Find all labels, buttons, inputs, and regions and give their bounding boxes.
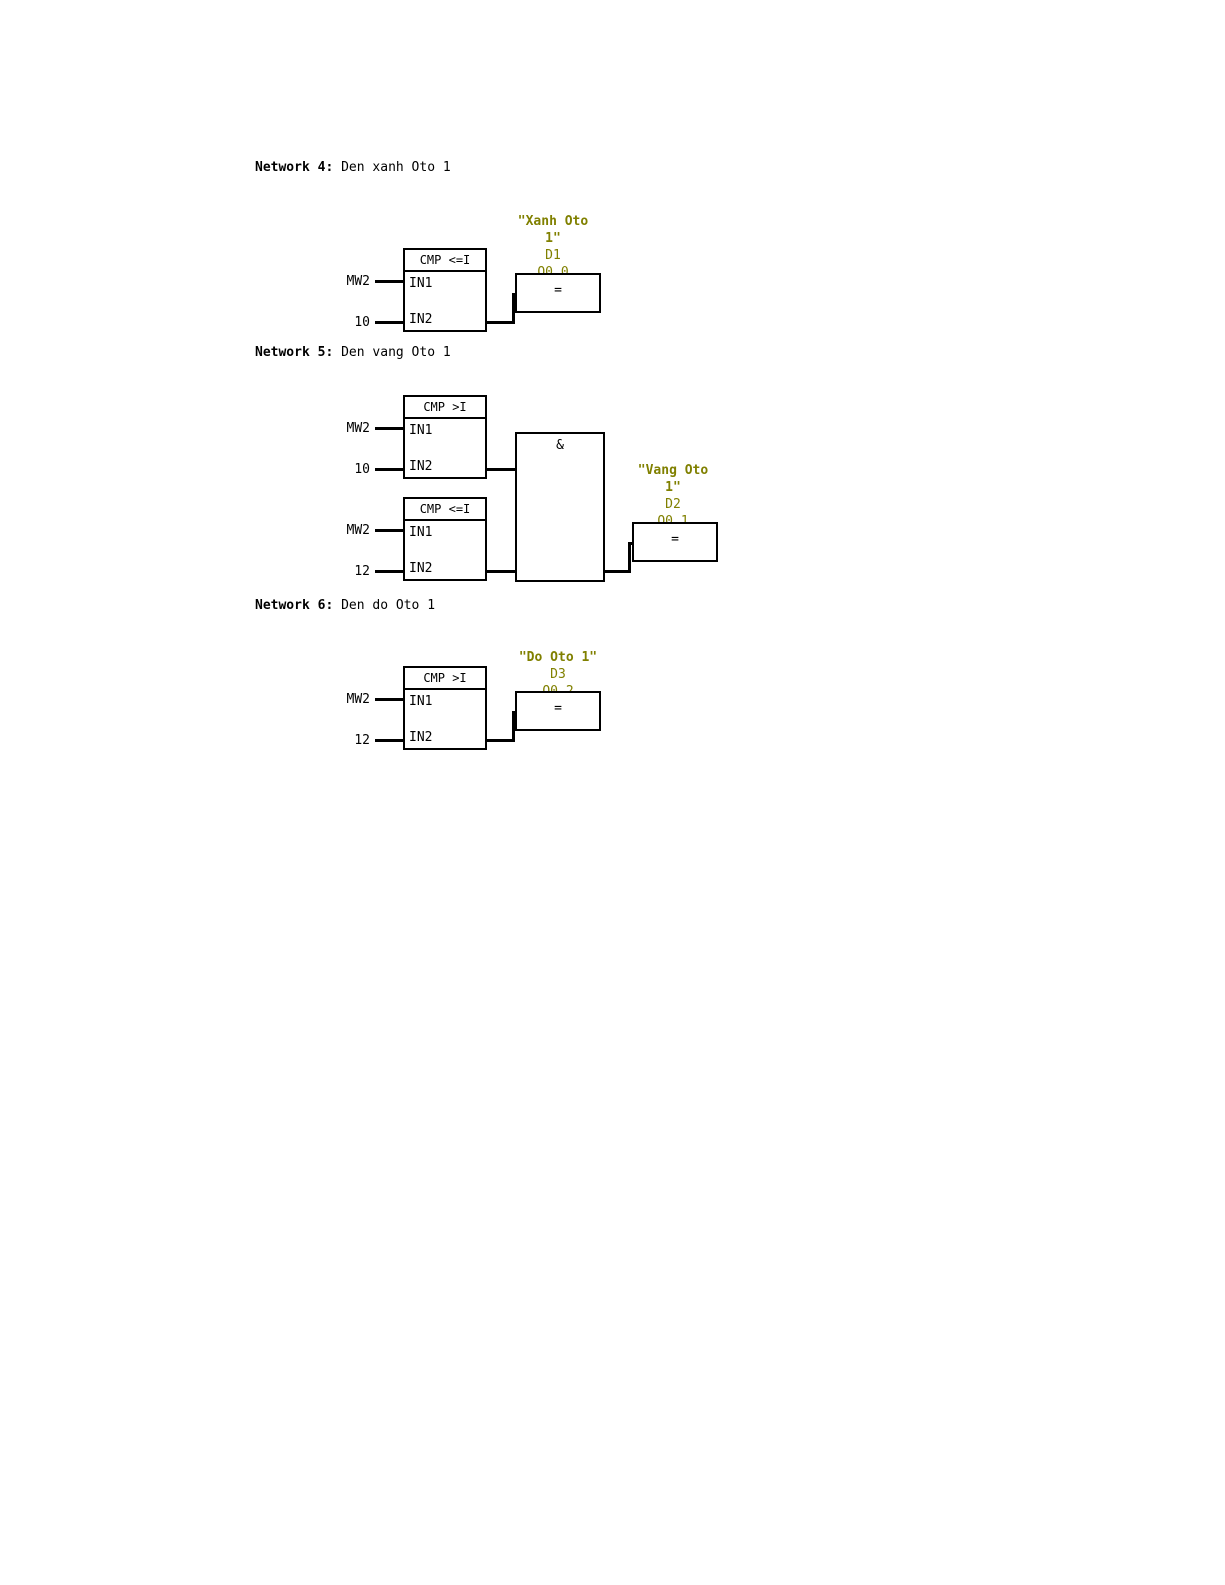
network-5-cmp2-title: CMP <=I	[405, 499, 485, 521]
network-5-description: Den vang Oto 1	[341, 345, 451, 360]
network-4-in1-operand: MW2	[346, 274, 370, 289]
network-4-coil-op: =	[554, 283, 562, 298]
network-5-cmp1-block[interactable]	[403, 395, 487, 479]
network-6-wire-out	[487, 739, 515, 742]
network-5-label: Network 5	[255, 345, 326, 360]
network-6-wire-in1	[375, 698, 403, 701]
network-6-separator: :	[325, 598, 334, 613]
network-5-cmp1-title: CMP >I	[405, 397, 485, 419]
network-5-title	[255, 345, 775, 360]
network-6-coil-op: =	[554, 701, 562, 716]
network-4-separator: :	[325, 160, 334, 175]
network-5-coil-symbol-line2: 1"	[665, 480, 681, 495]
network-6-coil-db: D3	[550, 667, 566, 682]
network-4-in2-operand: 10	[354, 315, 370, 330]
network-4-wire-in2	[375, 321, 403, 324]
network-4-coil-box[interactable]	[515, 273, 601, 313]
network-6-label: Network 6	[255, 598, 326, 613]
network-6-cmp-title: CMP >I	[405, 668, 485, 690]
network-5-cmp2-in1-operand: MW2	[346, 523, 370, 538]
network-5-cmp1-in1-operand: MW2	[346, 421, 370, 436]
network-5-wire-cmp1-in1	[375, 427, 403, 430]
network-5-cmp2-in1-label: IN1	[409, 525, 433, 540]
network-4-wire-out	[487, 321, 515, 324]
network-5-cmp1-in2-operand: 10	[354, 462, 370, 477]
network-5-coil-db: D2	[665, 497, 681, 512]
network-5-wire-cmp2-in1	[375, 529, 403, 532]
network-6-description: Den do Oto 1	[341, 598, 436, 613]
network-6-cmp-in1-label: IN1	[409, 694, 433, 709]
network-6-cmp-in2-label: IN2	[409, 730, 433, 745]
network-5	[255, 345, 775, 600]
network-5-diagram	[255, 360, 775, 600]
network-6-in2-operand: 12	[354, 733, 370, 748]
network-5-coil-box[interactable]	[632, 522, 718, 562]
network-5-and-block[interactable]	[515, 432, 605, 582]
network-4-cmp-block[interactable]	[403, 248, 487, 332]
network-4-cmp-in1-label: IN1	[409, 276, 433, 291]
network-6-diagram	[255, 613, 725, 768]
network-5-cmp2-block[interactable]	[403, 497, 487, 581]
network-4-coil-symbol-line2: 1"	[545, 231, 561, 246]
network-4-title	[255, 160, 725, 175]
network-5-separator: :	[325, 345, 334, 360]
network-6-wire-in2	[375, 739, 403, 742]
network-4-wire-in1	[375, 280, 403, 283]
network-4-cmp-in2-label: IN2	[409, 312, 433, 327]
network-5-cmp1-in2-label: IN2	[409, 459, 433, 474]
network-6-coil-symbol: "Do Oto 1"	[518, 650, 598, 665]
network-5-coil-op: =	[671, 532, 679, 547]
network-5-and-symbol: &	[556, 438, 564, 453]
network-4-diagram	[255, 175, 725, 340]
network-5-wire-cmp1-out	[487, 468, 517, 471]
network-5-wire-and-out	[603, 570, 631, 573]
network-5-wire-cmp1-in2	[375, 468, 403, 471]
network-6-in1-operand: MW2	[346, 692, 370, 707]
network-6	[255, 598, 725, 768]
network-5-cmp2-in2-label: IN2	[409, 561, 433, 576]
network-4	[255, 160, 725, 340]
network-4-coil-symbol-line1: "Xanh Oto	[517, 214, 589, 229]
network-4-coil-label	[498, 213, 608, 281]
network-4-cmp-title: CMP <=I	[405, 250, 485, 272]
network-5-cmp2-in2-operand: 12	[354, 564, 370, 579]
network-4-description: Den xanh Oto 1	[341, 160, 451, 175]
network-6-cmp-block[interactable]	[403, 666, 487, 750]
network-5-cmp1-in1-label: IN1	[409, 423, 433, 438]
network-4-label: Network 4	[255, 160, 326, 175]
network-5-coil-symbol-line1: "Vang Oto	[637, 463, 709, 478]
network-5-wire-cmp2-in2	[375, 570, 403, 573]
network-5-wire-cmp2-out	[487, 570, 517, 573]
network-6-coil-box[interactable]	[515, 691, 601, 731]
network-5-wire-and-riser	[628, 542, 631, 573]
network-4-coil-db: D1	[545, 248, 561, 263]
network-5-coil-label	[613, 462, 733, 530]
network-6-title	[255, 598, 725, 613]
